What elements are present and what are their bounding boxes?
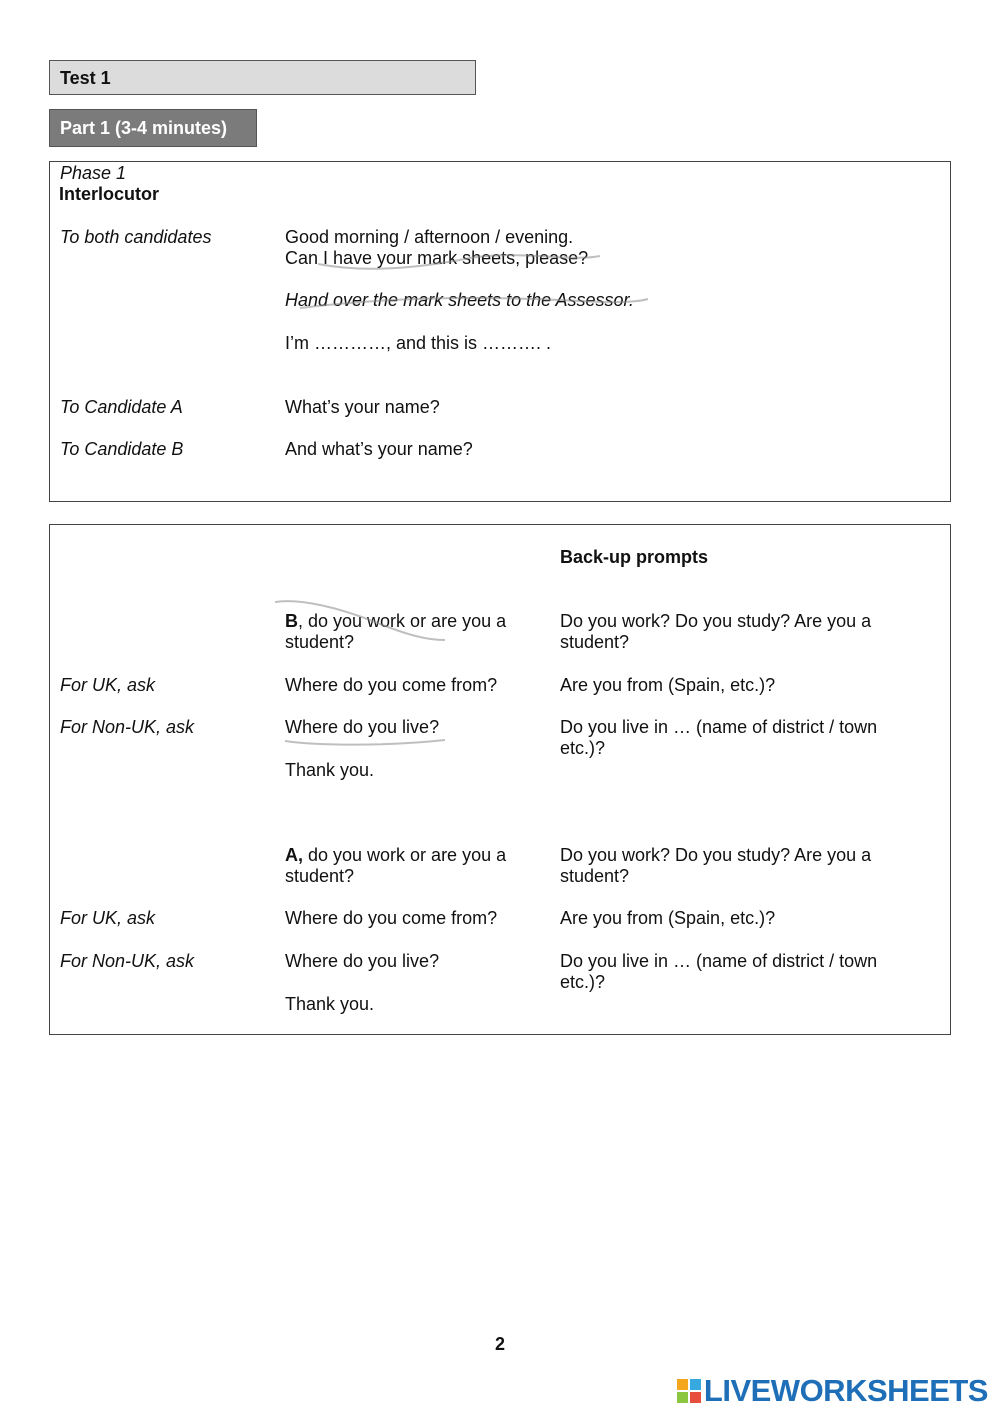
uk-ask-label: For UK, ask: [60, 675, 156, 695]
logo-square: [677, 1379, 688, 1390]
come-from-question: Where do you come from?: [285, 675, 498, 695]
to-both-label: To both candidates: [60, 227, 212, 247]
greeting-line: Good morning / afternoon / evening.: [285, 227, 574, 247]
page-number: 2: [494, 1334, 505, 1354]
phase-label: Phase 1: [60, 163, 127, 183]
non-uk-ask-label: For Non-UK, ask: [60, 717, 195, 737]
to-candidate-a-label: To Candidate A: [60, 397, 183, 417]
logo-square: [690, 1392, 701, 1403]
test-title: Test 1: [49, 60, 476, 95]
introduction-line: I’m …………, and this is ………. .: [285, 333, 552, 353]
work-question-text: do you work or are you a student?: [285, 845, 507, 886]
come-from-prompt: Are you from (Spain, etc.)?: [560, 675, 776, 695]
live-question: Where do you live?: [285, 951, 440, 971]
backup-prompts-header: Back-up prompts: [560, 547, 709, 567]
candidate-b-letter: B: [285, 611, 298, 631]
thank-you-text: Thank you.: [285, 994, 375, 1014]
candidate-a-work-question: [285, 845, 530, 887]
work-question-text: , do you work or are you a student?: [285, 611, 507, 652]
candidate-a-letter: A,: [285, 845, 303, 865]
liveworksheets-logo: [677, 1374, 988, 1408]
logo-square: [677, 1392, 688, 1403]
live-prompt: Do you live in … (name of district / town etc.)?: [560, 951, 878, 992]
uk-ask-label: For UK, ask: [60, 908, 156, 928]
live-prompt: Do you live in … (name of district / town etc.)?: [560, 717, 878, 758]
logo-text: LIVEWORKSHEETS: [703, 1373, 988, 1408]
candidate-a-question: What’s your name?: [285, 397, 440, 417]
hand-over-instruction: Hand over the mark sheets to the Assessor.: [285, 290, 634, 310]
come-from-prompt: Are you from (Spain, etc.)?: [560, 908, 776, 928]
logo-mark-icon: [677, 1379, 701, 1403]
part-title: Part 1 (3-4 minutes): [49, 109, 257, 147]
logo-square: [690, 1379, 701, 1390]
live-question: Where do you live?: [285, 717, 440, 737]
phase-box: [49, 161, 951, 502]
mark-sheets-line: Can I have your mark sheets, please?: [285, 248, 589, 268]
thank-you-text: Thank you.: [285, 760, 375, 780]
come-from-question: Where do you come from?: [285, 908, 498, 928]
role-label: Interlocutor: [59, 184, 160, 204]
candidate-b-work-question: [285, 611, 530, 653]
candidate-b-question: And what’s your name?: [285, 439, 473, 459]
work-backup-prompt: Do you work? Do you study? Are you a student?: [560, 845, 872, 886]
work-backup-prompt: Do you work? Do you study? Are you a student?: [560, 611, 872, 652]
to-candidate-b-label: To Candidate B: [60, 439, 184, 459]
non-uk-ask-label: For Non-UK, ask: [60, 951, 195, 971]
